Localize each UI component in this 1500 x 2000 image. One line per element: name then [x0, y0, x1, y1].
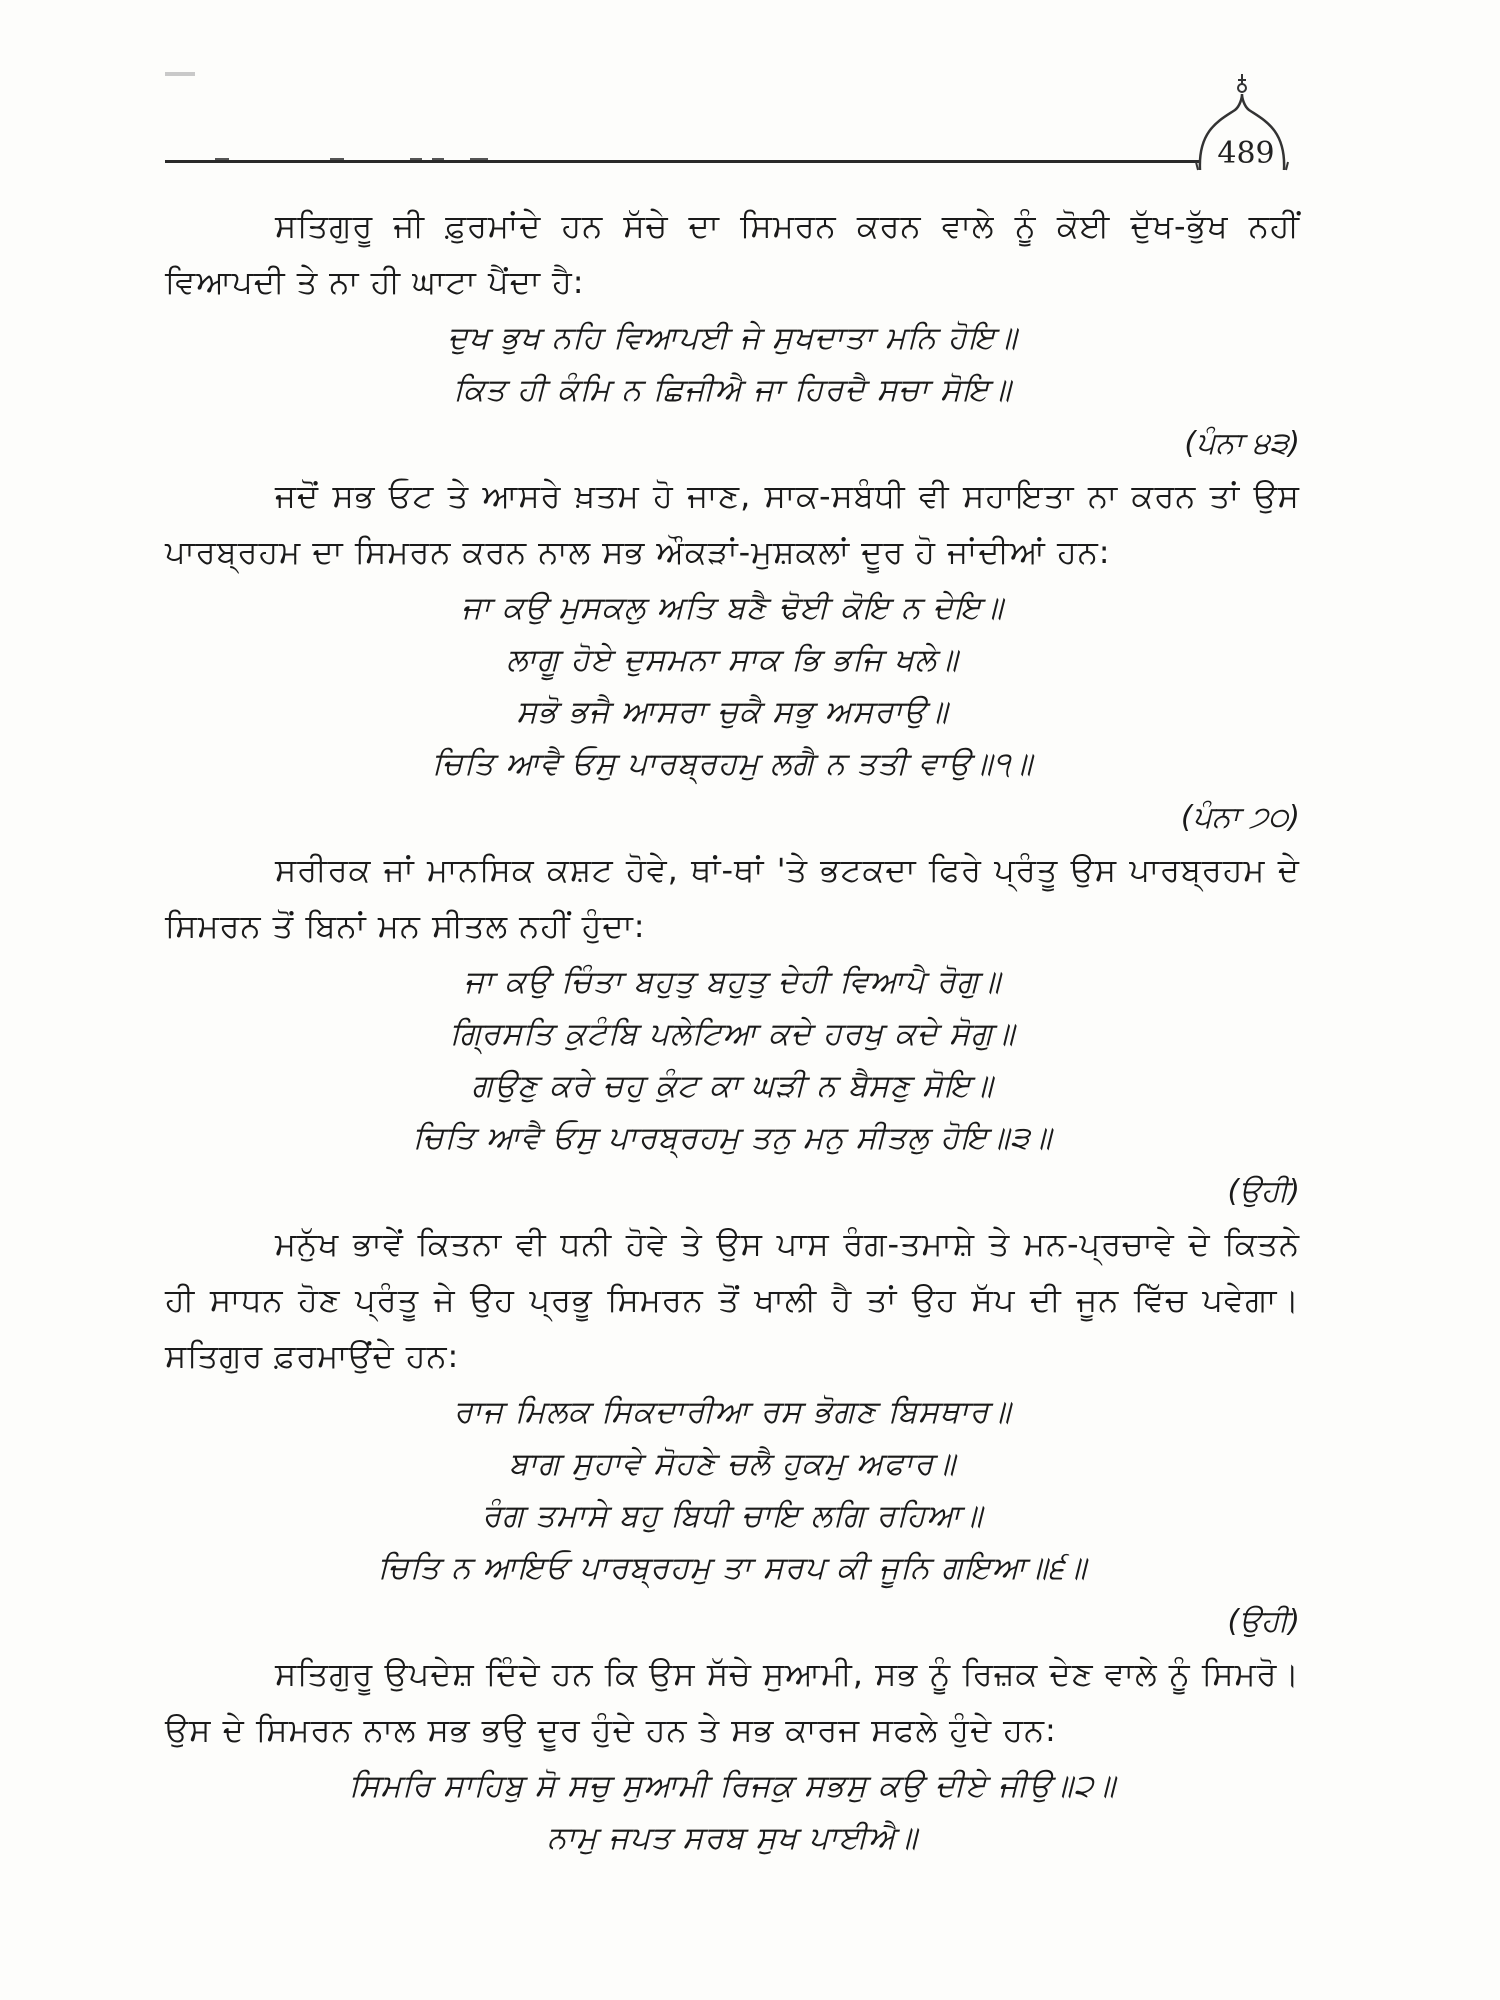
verse-line: ਲਾਗੂ ਹੋਏ ਦੁਸਮਨਾ ਸਾਕ ਭਿ ਭਜਿ ਖਲੇ॥: [506, 642, 959, 678]
paragraph: ਜਦੋਂ ਸਭ ਓਟ ਤੇ ਆਸਰੇ ਖ਼ਤਮ ਹੋ ਜਾਣ, ਸਾਕ-ਸਬੰਧੀ ਵੀ ਸਹਾਇਤਾ ਨਾ ਕਰਨ ਤਾਂ ਉਸ ਪਾਰਬ੍ਰਹਮ ਦਾ ਸਿਮਰਨ ਕਰਨ ਨਾਲ ਸਭ ਔਕੜਾਂ-ਮੁਸ਼ਕਲਾਂ ਦੂਰ ਹੋ ਜਾਂਦੀਆਂ ਹਨ:: [165, 477, 1300, 571]
page-number: 489: [1217, 136, 1275, 171]
paragraph: ਮਨੁੱਖ ਭਾਵੇਂ ਕਿਤਨਾ ਵੀ ਧਨੀ ਹੋਵੇ ਤੇ ਉਸ ਪਾਸ ਰੰਗ-ਤਮਾਸ਼ੇ ਤੇ ਮਨ-ਪ੍ਰਚਾਵੇ ਦੇ ਕਿਤਨੇ ਹੀ ਸਾਧਨ ਹੋਣ ਪ੍ਰੰਤੂ ਜੇ ਉਹ ਪ੍ਰਭੂ ਸਿਮਰਨ ਤੋਂ ਖਾਲੀ ਹੈ ਤਾਂ ਉਹ ਸੱਪ ਦੀ ਜੂਨ ਵਿੱਚ ਪਵੇਗਾ। ਸਤਿਗੁਰ ਫ਼ਰਮਾਉਂਦੇ ਹਨ:: [165, 1225, 1300, 1375]
scan-mark: [165, 72, 195, 76]
paragraph: ਸਰੀਰਕ ਜਾਂ ਮਾਨਸਿਕ ਕਸ਼ਟ ਹੋਵੇ, ਥਾਂ-ਥਾਂ 'ਤੇ ਭਟਕਦਾ ਫਿਰੇ ਪ੍ਰੰਤੂ ਉਸ ਪਾਰਬ੍ਰਹਮ ਦੇ ਸਿਮਰਨ ਤੋਂ ਬਿਨਾਂ ਮਨ ਸੀਤਲ ਨਹੀਂ ਹੁੰਦਾ:: [165, 851, 1300, 945]
verse-block: [165, 312, 1300, 416]
page-reference: (ਪੰਨਾ ੭੦): [1180, 800, 1300, 835]
verse-block: [165, 1386, 1300, 1594]
paragraph: ਸਤਿਗੁਰੂ ਉਪਦੇਸ਼ ਦਿੰਦੇ ਹਨ ਕਿ ਉਸ ਸੱਚੇ ਸੁਆਮੀ, ਸਭ ਨੂੰ ਰਿਜ਼ਕ ਦੇਣ ਵਾਲੇ ਨੂੰ ਸਿਮਰੋ। ਉਸ ਦੇ ਸਿਮਰਨ ਨਾਲ ਸਭ ਭਉ ਦੂਰ ਹੁੰਦੇ ਹਨ ਤੇ ਸਭ ਕਾਰਜ ਸਫਲੇ ਹੁੰਦੇ ਹਨ:: [165, 1655, 1300, 1749]
paragraph: ਸਤਿਗੁਰੂ ਜੀ ਫ਼ੁਰਮਾਂਦੇ ਹਨ ਸੱਚੇ ਦਾ ਸਿਮਰਨ ਕਰਨ ਵਾਲੇ ਨੂੰ ਕੋਈ ਦੁੱਖ-ਭੁੱਖ ਨਹੀਂ ਵਿਆਪਦੀ ਤੇ ਨਾ ਹੀ ਘਾਟਾ ਪੈਂਦਾ ਹੈ:: [165, 207, 1300, 301]
verse-block: [165, 582, 1300, 790]
verse-line: ਸਭੋ ਭਜੈ ਆਸਰਾ ਚੁਕੈ ਸਭੁ ਅਸਰਾਉ॥: [516, 694, 949, 730]
page-reference: (ਉਹੀ): [1227, 1174, 1300, 1209]
page-reference: (ਪੰਨਾ ੪੩): [1184, 426, 1300, 461]
verse-line: ਰੰਗ ਤਮਾਸੇ ਬਹੁ ਬਿਧੀ ਚਾਇ ਲਗਿ ਰਹਿਆ॥: [481, 1498, 984, 1534]
verse-line: ਨਾਮੁ ਜਪਤ ਸਰਬ ਸੁਖ ਪਾਈਐ॥: [547, 1820, 918, 1856]
verse-line: ਗਉਣੁ ਕਰੇ ਚਹੁ ਕੁੰਟ ਕਾ ਘੜੀ ਨ ਬੈਸਣੁ ਸੋਇ॥: [471, 1068, 994, 1104]
verse-block: [165, 956, 1300, 1164]
verse-line: ਸਿਮਰਿ ਸਾਹਿਬੁ ਸੋ ਸਚੁ ਸੁਆਮੀ ਰਿਜਕੁ ਸਭਸੁ ਕਉ ਦੀਏ ਜੀਉ॥੨॥: [348, 1768, 1117, 1804]
verse-line: ਦੁਖ ਭੁਖ ਨਹਿ ਵਿਆਪਈ ਜੇ ਸੁਖਦਾਤਾ ਮਨਿ ਹੋਇ॥: [447, 320, 1018, 356]
verse-line: ਰਾਜ ਮਿਲਕ ਸਿਕਦਾਰੀਆ ਰਸ ਭੋਗਣ ਬਿਸਥਾਰ॥: [453, 1394, 1012, 1430]
verse-line: ਚਿਤਿ ਆਵੈ ਓਸੁ ਪਾਰਬ੍ਰਹਮੁ ਤਨੁ ਮਨੁ ਸੀਤਲੁ ਹੋਇ॥੩॥: [412, 1120, 1053, 1156]
verse-line: ਜਾ ਕਉ ਮੁਸਕਲੁ ਅਤਿ ਬਣੈ ਢੋਈ ਕੋਇ ਨ ਦੇਇ॥: [461, 590, 1004, 626]
page-body: [165, 198, 1300, 1868]
verse-line: ਚਿਤਿ ਨ ਆਇਓ ਪਾਰਬ੍ਰਹਮੁ ਤਾ ਸਰਪ ਕੀ ਜੂਨਿ ਗਇਆ॥੬॥: [377, 1550, 1088, 1586]
verse-line: ਬਾਗ ਸੁਹਾਵੇ ਸੋਹਣੇ ਚਲੈ ਹੁਕਮੁ ਅਫਾਰ॥: [508, 1446, 957, 1482]
verse-block: [165, 1760, 1300, 1864]
header-rule: [165, 160, 1200, 163]
page-reference: (ਉਹੀ): [1227, 1604, 1300, 1639]
verse-line: ਚਿਤਿ ਆਵੈ ਓਸੁ ਪਾਰਬ੍ਰਹਮੁ ਲਗੈ ਨ ਤਤੀ ਵਾਉ॥੧॥: [432, 746, 1033, 782]
verse-line: ਗ੍ਰਿਸਤਿ ਕੁਟੰਬਿ ਪਲੇਟਿਆ ਕਦੇ ਹਰਖੁ ਕਦੇ ਸੋਗੁ॥: [449, 1016, 1016, 1052]
verse-line: ਜਾ ਕਉ ਚਿੰਤਾ ਬਹੁਤੁ ਬਹੁਤੁ ਦੇਹੀ ਵਿਆਪੈ ਰੋਗੁ॥: [463, 964, 1002, 1000]
verse-line: ਕਿਤ ਹੀ ਕੰਮਿ ਨ ਛਿਜੀਐ ਜਾ ਹਿਰਦੈ ਸਚਾ ਸੋਇ॥: [453, 372, 1012, 408]
